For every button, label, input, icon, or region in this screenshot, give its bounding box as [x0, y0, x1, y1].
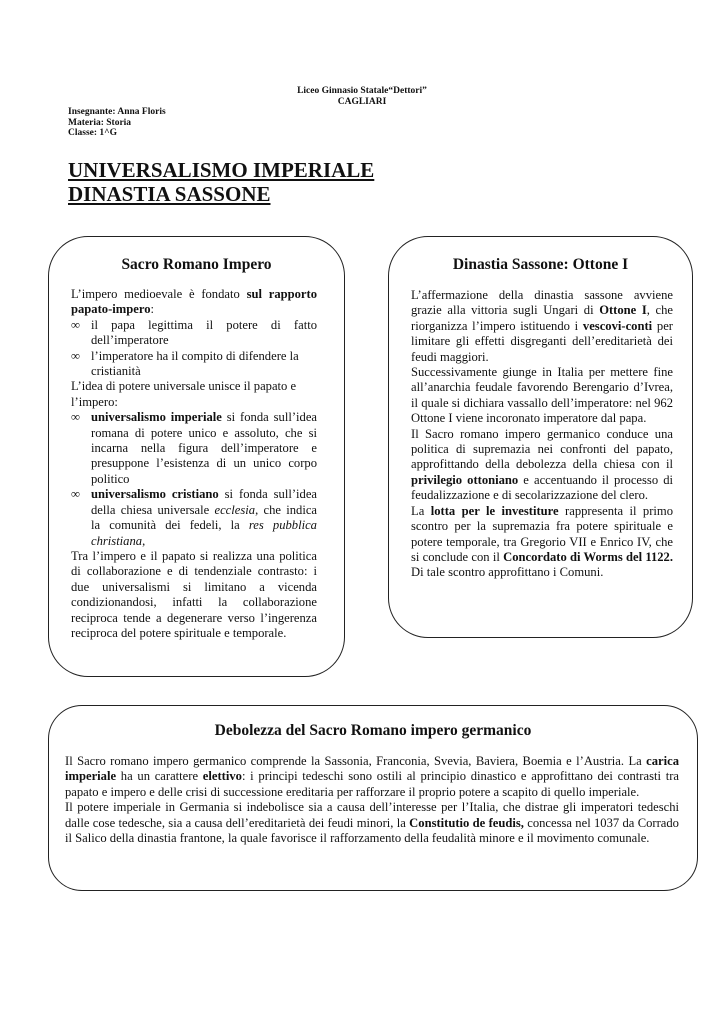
teacher-name: Insegnante: Anna Floris — [68, 107, 166, 117]
page-title-line2: DINASTIA SASSONE — [68, 182, 271, 206]
text: e accentuando il processo di feudalizzazione e di secolarizzazione del clero. — [411, 472, 673, 503]
paragraph: Tra l’impero e il papato si realizza una politica di collaborazione e di tendenziale contrasto: i due universalismi si limitano a vicenda condizionandosi, infatti la collaborazione reciproca tende a degenerare verso l’ingerenza reciproca del potere spirituale e temporale. — [71, 548, 317, 640]
bold-text: vescovi-conti — [582, 318, 653, 333]
text: rappresenta il primo scontro per la supremazia fra potere spirituale e potere temporale, tra Gregorio VII e Enrico IV, che si conclude con il — [411, 503, 673, 564]
text: , — [142, 533, 146, 548]
box-content — [411, 288, 673, 581]
school-city: CAGLIARI — [337, 97, 387, 107]
box-title: Sacro Romano Impero — [121, 256, 272, 273]
text: L’impero medioevale è fondato — [71, 287, 247, 301]
bold-text: Concordato di Worms del 1122. — [503, 549, 673, 564]
paragraph — [71, 287, 317, 318]
infinity-bullet-icon: ∞ — [71, 348, 80, 363]
paragraph — [65, 754, 679, 800]
list-item — [71, 318, 317, 349]
italic-text: ecclesia — [214, 502, 256, 517]
text: per limitare gli effetti disgreganti dell’ereditarietà dei feudi maggiori. — [411, 318, 673, 364]
text: concessa nel 1037 da Corrado il Salico della dinastia frantone, la quale favorisce il rafforzamento della feudalità minore e il movimento comunale. — [65, 815, 679, 846]
infinity-bullet-icon: ∞ — [71, 487, 80, 502]
paragraph — [65, 800, 679, 846]
text: Il Sacro romano impero germanico comprende la Sassonia, Franconia, Svevia, Baviera, Boemia e l’Austria. La — [65, 754, 647, 768]
list-item-text — [91, 487, 317, 549]
bold-text: lotta per le investiture — [430, 503, 559, 518]
infinity-bullet-icon: ∞ — [71, 410, 80, 425]
text: Il Sacro romano impero germanico conduce una politica di supremazia nei confronti del papato, approfittando della debolezza della chiesa con il — [411, 426, 673, 472]
text: L’affermazione della dinastia sassone avviene grazie alla vittoria sugli Ungari di — [411, 288, 673, 318]
box-content — [71, 287, 317, 641]
paragraph: L’idea di potere universale unisce il papato e l’impero: — [71, 379, 297, 409]
list-item — [71, 349, 317, 380]
paragraph — [411, 288, 673, 365]
bold-text: carica imperiale — [65, 754, 679, 784]
text: ha un carattere — [116, 769, 203, 784]
bold-text: Ottone I — [599, 303, 647, 318]
box-title: Debolezza del Sacro Romano impero germanico — [214, 722, 532, 739]
bold-text: universalismo cristiano — [91, 487, 219, 502]
list-item-text: l’imperatore ha il compito di difendere la cristianità — [91, 348, 299, 379]
class-name: Classe: 1^G — [68, 128, 118, 138]
subject-name: Materia: Storia — [68, 117, 132, 128]
text: La — [411, 503, 431, 518]
bold-text: elettivo — [202, 769, 242, 784]
text: : i principi tedeschi sono ostili al principio dinastico e approfittano dei contrasti tra papato e impero e delle crisi di successione ereditaria per rafforzare il proprio potere a scapito di quello imperiale. — [65, 769, 679, 799]
debolezza-impero-box — [48, 705, 698, 891]
text: si fonda sull’idea della chiesa universale — [91, 487, 318, 517]
box-content — [65, 754, 679, 846]
text: Il potere imperiale in Germania si indebolisce sia a causa dell’interesse per l’Italia, che distrae gli imperatori tedeschi dalle cose tedesche, sia a causa dell’ereditarietà dei feudi minori, la — [65, 800, 679, 830]
school-header — [0, 86, 724, 108]
infinity-bullet-icon: ∞ — [71, 317, 80, 332]
list-item-text — [91, 410, 317, 487]
paragraph — [411, 427, 673, 504]
list-item — [71, 487, 317, 549]
teacher-info — [68, 107, 166, 139]
dinastia-sassone-box — [388, 236, 693, 638]
paragraph: Successivamente giunge in Italia per mettere fine all’anarchia feudale favorendo Berengario d’Ivrea, il quale si dichiara vassallo dell’imperatore: nel 962 Ottone I viene incoronato imperatore dal papa. — [411, 365, 673, 426]
bold-text: universalismo imperiale — [91, 410, 222, 425]
text: : — [150, 302, 155, 317]
text: Di tale scontro approfittano i Comuni. — [411, 565, 604, 580]
page-title — [68, 158, 374, 206]
text: , che indica la comunità dei fedeli, la — [91, 502, 317, 533]
box-title: Dinastia Sassone: Ottone I — [452, 256, 629, 273]
italic-text: res pubblica christiana — [91, 518, 317, 548]
text: , che riorganizza l’impero istituendo i — [411, 303, 673, 333]
school-name: Liceo Ginnasio Statale“Dettori” — [297, 86, 427, 96]
bold-text: sul rapporto papato-impero — [71, 287, 317, 317]
text: si fonda sull’idea romana di potere unico e assoluto, che si incarna nella figura dell’imperatore e presuppone l’esistenza di un unico corpo politico — [91, 410, 318, 486]
sacro-romano-impero-box — [48, 236, 345, 677]
paragraph — [411, 504, 673, 581]
bold-text: Constitutio de feudis, — [409, 815, 524, 830]
bold-text: privilegio ottoniano — [411, 472, 519, 487]
page-title-line1: UNIVERSALISMO IMPERIALE — [68, 158, 375, 182]
list-item — [71, 410, 317, 487]
list-item-text: il papa legittima il potere di fatto dell’imperatore — [91, 317, 317, 348]
